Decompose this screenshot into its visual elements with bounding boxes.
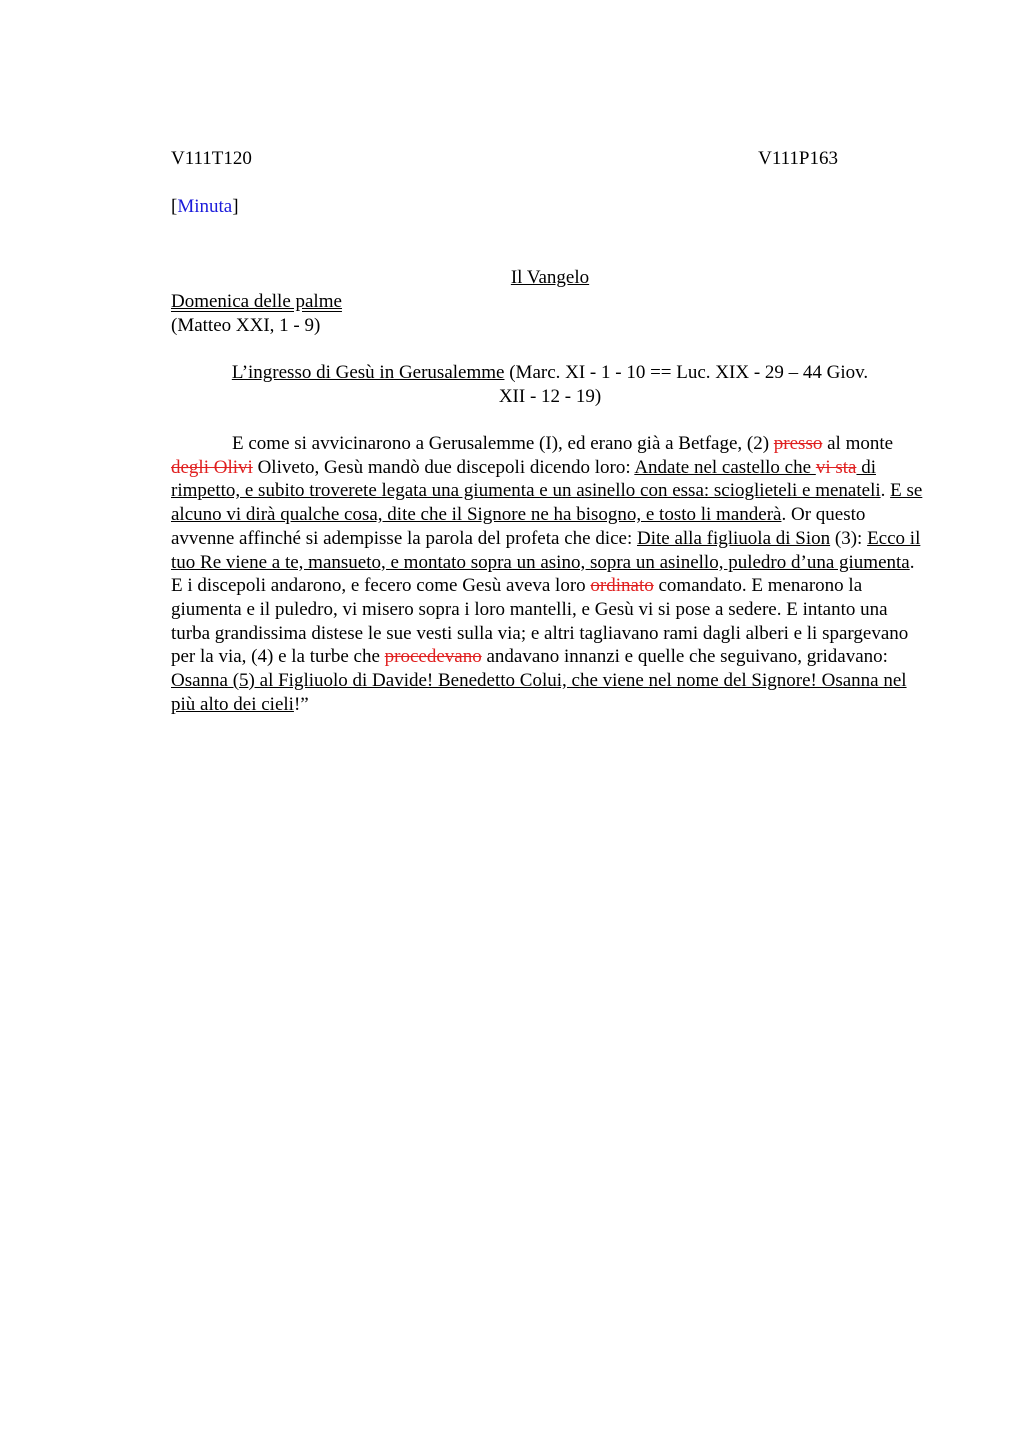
quoted-speech: Ecco il tuo Re viene a te, mansueto, e montato sopra un asino, sopra un asinello, puledro d’una giumenta [171, 527, 921, 573]
passage-text: . [880, 480, 891, 502]
passage-text: al monte [822, 433, 894, 454]
subtitle-text: Domenica delle palme [171, 291, 342, 312]
deleted-word: ordinato [590, 575, 654, 597]
passage-text: (3): [830, 527, 868, 549]
deleted-word: procedevano [384, 646, 482, 668]
passage-text: comandato. E menarono la giumenta e il puledro, vi misero sopra i loro mantelli, e Gesù vi si pose a sedere. E intanto una turba grandissima distese le sue vesti sulla via; e altri tagliavano rami dagli alberi e li spargevano per la via, (4) e la turbe che [171, 575, 909, 668]
passage-text: andavano innanzi e quelle che seguivano, gridavano: [481, 646, 888, 668]
quoted-speech: Andate nel castello che [634, 456, 816, 478]
document-codes [171, 147, 838, 171]
minuta-label [171, 195, 239, 219]
passage-text: E come si avvicinarono a Gerusalemme (I), ed erano già a Betfage, (2) [232, 433, 774, 454]
gospel-reference: (Matteo XXI, 1 - 9) [171, 315, 321, 336]
quoted-speech: di rimpetto, e subito troverete legata una giumenta e un asinello con essa: scioglieteli e menateli [171, 456, 881, 502]
section-heading-refs: (Marc. XI - 1 - 10 == Luc. XIX - 29 – 44 Giov. [504, 362, 869, 383]
bracket-open: [ [171, 196, 178, 217]
document-code-left: V111T120 [171, 148, 252, 169]
section-heading [171, 361, 929, 409]
section-heading-line1 [171, 361, 929, 385]
passage-text: !” [293, 693, 309, 715]
section-heading-title: L’ingresso di Gesù in Gerusalemme [231, 362, 505, 383]
bracket-close: ] [232, 196, 239, 217]
minuta-link[interactable]: Minuta [177, 196, 233, 217]
document-code-right: V111P163 [758, 148, 838, 169]
quoted-speech: Osanna (5) al Figliuolo di Davide! Benedetto Colui, che viene nel nome del Signore! Osanna nel più alto dei cieli [171, 670, 907, 715]
quoted-speech: E se alcuno vi dirà qualche cosa, dite che il Signore ne ha bisogno, e tosto li manderà [171, 480, 923, 526]
passage-text: . Or questo avvenne affinché si adempisse la parola del profeta che dice: [171, 504, 866, 549]
deleted-word: vi sta [815, 456, 857, 478]
passage-text: . E i discepoli andarono, e fecero come Gesù aveva loro [171, 551, 915, 597]
document-title [171, 266, 929, 290]
deleted-word: presso [773, 433, 823, 454]
gospel-passage [171, 432, 929, 716]
document-subtitle [171, 290, 342, 314]
title-text: Il Vangelo [510, 267, 590, 288]
section-heading-line2: XII - 12 - 19) [498, 386, 602, 407]
deleted-word: degli Olivi [171, 456, 253, 478]
passage-text: Oliveto, Gesù mandò due discepoli dicendo loro: [252, 456, 635, 478]
quoted-speech: Dite alla figliuola di Sion [637, 527, 831, 549]
